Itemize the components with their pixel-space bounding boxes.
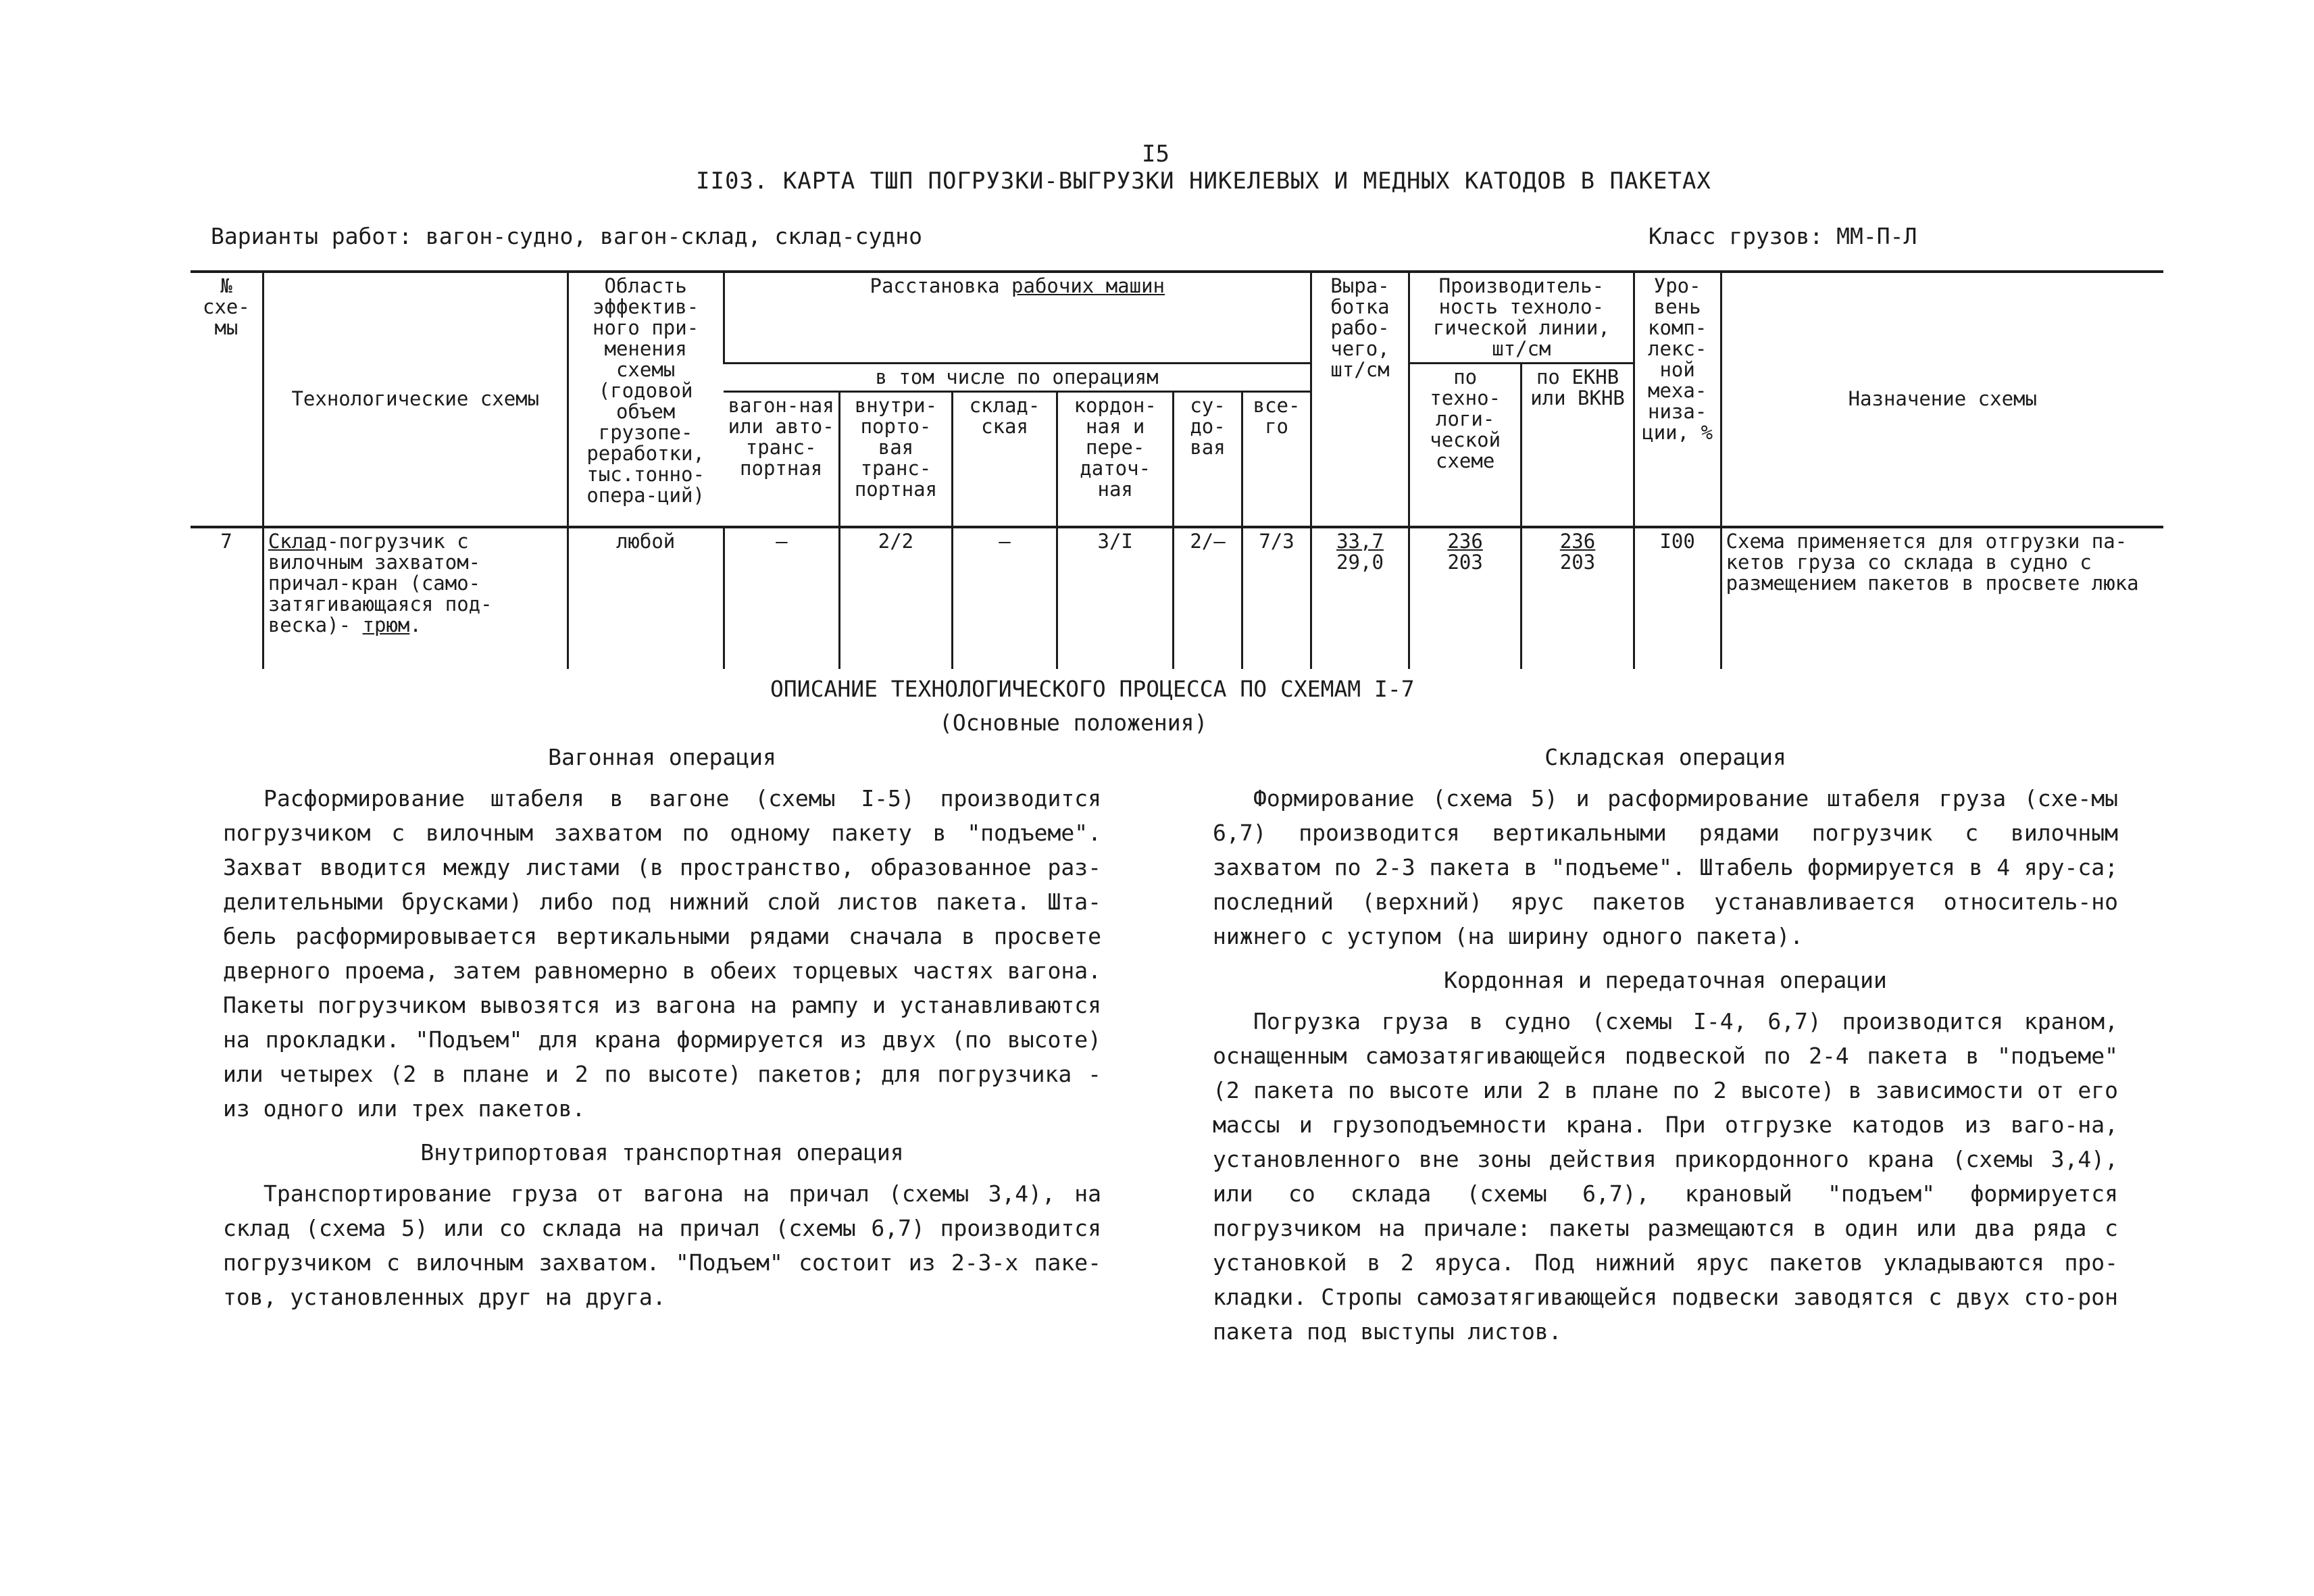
col-header-op-ship: су-до-вая — [1174, 392, 1242, 527]
col-header-op-warehouse: склад-ская — [952, 392, 1057, 527]
warehouse-operation-text: Формирование (схема 5) и расформирование штабеля груза (схе-мы 6,7) производится вертикальными рядами погрузчик с вилочным захватом по 2-3 пакета в "подъеме". Штабель формируется в 4 яру-са; последний (верхний) ярус пакетов устанавливается относитель-но нижнего с уступом (на ширину одного пакета). — [1213, 785, 2118, 949]
prod-ekhv-bottom: 203 — [1559, 550, 1596, 574]
cell-op-total: 7/3 — [1242, 527, 1311, 669]
work-variants: Варианты работ: вагон-судно, вагон-склад, склад-судно — [211, 223, 922, 249]
description-title: ОПИСАНИЕ ТЕХНОЛОГИЧЕСКОГО ПРОЦЕССА ПО СХЕМАМ I-7 — [770, 676, 1415, 702]
description-subtitle: (Основные положения) — [939, 709, 1208, 736]
port-transport-text: Транспортирование груза от вагона на причал (схемы 3,4), на склад (схема 5) или со склада на причал (схемы 6,7) производится погрузчиком с вилочным захватом. "Подъем" состоит из 2-3-х паке-тов, установленных друг на друга. — [223, 1180, 1101, 1310]
col-header-prod-tech: по техно-логи-ческой схеме — [1409, 364, 1521, 527]
cell-op-ship: 2/– — [1174, 527, 1242, 669]
cell-op-cordon: 3/I — [1057, 527, 1174, 669]
prod-tech-top: 236 — [1447, 529, 1483, 553]
cell-num: 7 — [191, 527, 263, 669]
wagon-operation-text: Расформирование штабеля в вагоне (схемы I-5) производится погрузчиком с вилочным захватом по одному пакету в "подъеме". Захват вводится между листами (в пространство, образованное раз-делительными брусками) либо под нижний слой листов пакета. Шта-бель расформировывается вертикальными рядами сначала в просвете дверного проема, затем равномерно в обеих торцевых частях вагона. Пакеты погрузчиком вывозятся из вагона на рампу и устанавливаются на прокладки. "Подъем" для крана формируется из двух (по высоте) или четырех (2 в плане и 2 по высоте) пакетов; для погрузчика - из одного или трех пакетов. — [223, 785, 1101, 1122]
col-header-placement — [724, 272, 1311, 364]
cordon-operation-heading: Кордонная и передаточная операции — [1444, 967, 1887, 993]
cargo-class: Класс грузов: ММ-П-Л — [1649, 223, 1917, 249]
output-bottom: 29,0 — [1336, 550, 1384, 574]
scheme-end: трюм — [362, 613, 410, 637]
technology-card-table — [191, 270, 2163, 669]
col-header-op-port: внутри-порто-вая транс-портная — [840, 392, 952, 527]
col-header-output: Выра-ботка рабо-чего, шт/см — [1311, 272, 1409, 527]
scheme-middle: -погрузчик с вилочным захватом-причал-кран (само-затягивающаяся под-веска)- — [268, 529, 493, 637]
cell-mech-level: I00 — [1634, 527, 1721, 669]
page-number: I5 — [1142, 141, 1169, 168]
table-row — [191, 527, 2163, 669]
col-header-schemes: Технологические схемы — [263, 272, 568, 527]
cell-prod-tech — [1409, 527, 1521, 669]
port-transport-heading: Внутрипортовая транспортная операция — [420, 1139, 904, 1166]
cell-op-port: 2/2 — [840, 527, 952, 669]
cell-op-wagon: – — [724, 527, 840, 669]
description-right-column — [1213, 740, 2118, 1358]
scheme-dot: . — [409, 613, 422, 637]
col-header-area: Область эффектив-ного при-менения схемы (годовой объем грузопе-реработки, тыс.тонно-опера-ций) — [568, 272, 724, 527]
document-title: II03. КАРТА ТШП ПОГРУЗКИ-ВЫГРУЗКИ НИКЕЛЕВЫХ И МЕДНЫХ КАТОДОВ В ПАКЕТАХ — [696, 168, 1711, 195]
warehouse-operation-heading: Складская операция — [1544, 744, 1786, 770]
cell-scheme — [263, 527, 568, 669]
cell-area: любой — [568, 527, 724, 669]
col-header-by-operation: в том числе по операциям — [724, 364, 1311, 392]
col-header-op-total: все-го — [1242, 392, 1311, 527]
prod-ekhv-top: 236 — [1559, 529, 1596, 553]
wagon-operation-heading: Вагонная операция — [548, 744, 776, 770]
output-top: 33,7 — [1336, 529, 1384, 553]
col-header-op-wagon: вагон-ная или авто-транс-портная — [724, 392, 840, 527]
description-left-column — [223, 740, 1101, 1324]
col-header-prod-ekhv: по ЕКНВ или ВКНВ — [1521, 364, 1634, 527]
col-header-purpose: Назначение схемы — [1721, 272, 2163, 527]
cell-prod-ekhv — [1521, 527, 1634, 669]
cell-purpose: Схема применяется для отгрузки па-кетов груза со склада в судно с размещением пакетов в просвете люка — [1721, 527, 2163, 669]
prod-tech-bottom: 203 — [1447, 550, 1483, 574]
placement-machines: рабочих машин — [1011, 274, 1165, 297]
scheme-start: Склад — [268, 529, 328, 553]
cell-output — [1311, 527, 1409, 669]
col-header-mech-level: Уро-вень комп-лекс-ной меха-низа-ции, % — [1634, 272, 1721, 527]
col-header-op-cordon: кордон-ная и пере-даточ-ная — [1057, 392, 1174, 527]
cell-op-warehouse: – — [952, 527, 1057, 669]
col-header-num: № схе-мы — [191, 272, 263, 527]
cordon-operation-text: Погрузка груза в судно (схемы I-4, 6,7) производится краном, оснащенным самозатягивающейся подвеской по 2-4 пакета в "подъеме" (2 пакета по высоте или 2 в плане по 2 высоте) в зависимости от его массы и грузоподъемности крана. При отгрузке катодов из ваго-на, установленного вне зоны действия прикордонного крана (схемы 3,4), или со склада (схемы 6,7), крановый "подъем" формируется погрузчиком на причале: пакеты размещаются в один или два ряда с установкой в 2 яруса. Под нижний ярус пакетов укладываются про-кладки. Стропы самозатягивающейся подвески заводятся с двух сто-рон пакета под выступы листов. — [1213, 1008, 2118, 1345]
placement-prefix: Расстановка — [870, 274, 1000, 297]
col-header-productivity: Производитель-ность техноло-гической линии, шт/см — [1409, 272, 1634, 364]
